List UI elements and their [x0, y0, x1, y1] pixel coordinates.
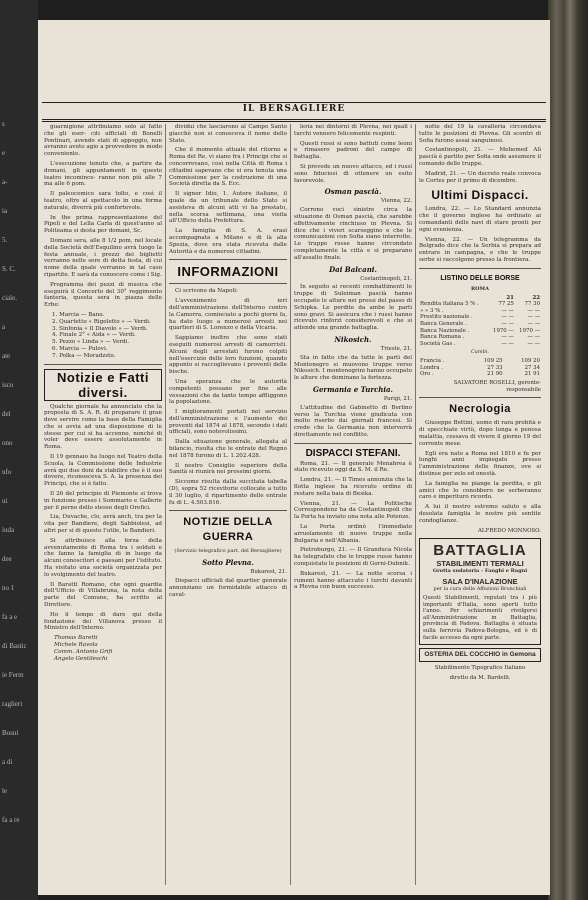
column-divider — [415, 124, 416, 885]
informazioni-items — [169, 288, 287, 506]
paragraph: leria nei dintorni di Plevna, nei quali i turchi vennero felicemente respinti. — [294, 124, 412, 137]
news-item: Ho il tempo di dare qui della fondazione dei Villanova presso il Ministro dell'Interno. — [44, 611, 162, 632]
newspaper-page — [38, 20, 550, 895]
table-cell: 27 34 — [524, 364, 540, 371]
signatures-list — [44, 635, 162, 662]
ad-title: BATTAGLIA — [433, 542, 527, 560]
gutter-fragment: 5. — [2, 236, 8, 244]
table-cell: 21 91 — [524, 371, 540, 378]
table-cell: 1970 — — [493, 327, 514, 334]
table-row — [419, 365, 541, 372]
column-header — [419, 295, 489, 302]
table-cell: — — — [501, 340, 514, 347]
info-item: I miglioramenti portati nei servizio dell'amministrazione e l'aumento dei proventi dal 1874 al 1878, secondo i dati ufficiali, sono notevolissimi. — [169, 409, 287, 436]
section-title-necrologia: Necrologia — [449, 403, 511, 416]
info-item: Dalla situazione generale, allegata al bilancio, risulta che le entrate del Regno nel 1878 furono di L. 1.202.428. — [169, 439, 287, 459]
news-item: Lia, Duvache, clo, avrà anch, tra per la vita per Bandiere, degli Sabbiolesi, ad altri per si di questo l'utile, le Bandieri. — [44, 514, 162, 535]
necrology-paragraph: Giuseppe Bettini, uomo di rara probità e di specchiate virtù, dopo lunga e penosa malattia, cessava di vivere il giorno 19 del corrente mese. — [419, 420, 541, 447]
separator — [419, 268, 541, 269]
section-title-stefani: DISPACCI STEFANI. — [305, 447, 401, 459]
paragraph: La famiglia di S. A. erasi accompagnata a Milano e di là alla Spezia, dove era stata ricevuta dalle Autorità e da numerosi cittadini. — [169, 228, 287, 255]
gutter-fragment: ie Ferm — [2, 671, 24, 679]
gutter-fragment: a di — [2, 758, 13, 766]
war-section-dateline: Trieste, 21. — [380, 345, 412, 352]
signature: Comm. Antonio Grifi — [54, 648, 113, 655]
war-dateline: Bukarest, 21. — [250, 569, 287, 576]
table-cell: Società Gas . — [420, 340, 456, 347]
table-cell: — — — [501, 320, 514, 327]
gutter-fragment: ciale. — [2, 294, 17, 302]
paragraph: Il signor Idio, 1. Autore italiano, il quale da un tribunale dello Stato si assisteva di alcuni atti vi ha prestato, nella scorsa settimana, una visita all'Ufficio della Prefettura. — [169, 191, 287, 225]
paragraph: Che il momento attuale del ritorno a Roma del Re, vi siano fra i Principi che si concorrevano, così nella Città di Roma i cittadini sapevano che si era tenuta una Commissione per la costruzione di una Società diretta da S. Ecc. — [169, 147, 287, 188]
war-section-title: Osman pascià. — [324, 187, 382, 197]
section-title-guerra: NOTIZIE DELLA GUERRA — [183, 516, 273, 544]
gutter-fragment: iuda — [2, 526, 15, 534]
news-items — [44, 404, 162, 633]
gutter-fragment: ufo — [2, 468, 12, 476]
separator — [169, 259, 287, 260]
war-section — [294, 335, 412, 382]
column-1-paragraphs — [44, 124, 162, 309]
table-row — [419, 308, 541, 315]
dispatch: Bukarest, 21. — La notte scorsa i rumeni hanno attaccato i turchi davanti a Plevna con buon successo. — [294, 570, 412, 591]
program-item: 1. Marcia — Bano. — [52, 311, 105, 318]
table-cell: 1970 — — [519, 327, 540, 334]
program-item: 2. Quartetto « Rigoletto » — Verdi. — [52, 318, 151, 325]
gutter-fragment: raglieri — [2, 700, 23, 708]
header-rule-bottom-2 — [42, 121, 546, 122]
dispatch: La Porta ordinò l'immediato arruolamento di nuove truppe nella Bulgaria e nell'Albania. — [294, 524, 412, 544]
table-cell: 77 30 — [524, 301, 540, 308]
info-item: Siccome risulta dalla succitata tabella (D), sopra 52 ricevitorie collocate a tutto il 30 luglio, il ripartimento delle entrate fu di L. 4.503.816. — [169, 479, 287, 506]
imprint-line-1: Stabilimento Tipografico Italiano — [434, 665, 526, 672]
table-row — [419, 358, 541, 365]
column-3 — [294, 124, 412, 889]
cambi-title: Cambi. — [471, 349, 489, 356]
necrology-paragraph: A lui il nostro estremo saluto e alla desolata famiglia le nostre più sentite condoglianze. — [419, 504, 541, 524]
info-item: Una speranza che le autorità competenti possano por fine alle vessazioni che da tanto tempo affliggono la popolazione. — [169, 378, 287, 406]
column-divider — [290, 124, 291, 885]
separator — [294, 443, 412, 444]
paragraph: Costantinopoli, 21. — Mehemed Alì pascià è partito per Sofia onde assumere il comando delle truppe. — [419, 147, 541, 167]
gutter-fragment: no 1 — [2, 584, 15, 592]
ad-text: Questi Stabilimenti, reputati tra i più importanti d'Italia, sono aperti tutto l'anno. Per schiarimenti rivolgersi all'Amministrazione in Battaglia, provincia di Padova. Battaglia è situata sulla ferrovia Padova-Bologna, ed è di facile accesso da ogni parte. — [423, 595, 537, 641]
header-rule-bottom — [42, 119, 546, 120]
gutter-fragment: di Bastic — [2, 642, 27, 650]
table-row — [419, 314, 541, 321]
gutter-fragment: ui — [2, 497, 8, 505]
column-2-paragraphs — [169, 124, 287, 255]
ad-line: Grotta sudatoria - Fanghi e Bagni — [432, 568, 528, 575]
table-row — [419, 341, 541, 348]
left-page-edge — [0, 0, 38, 900]
gutter-fragment: ate — [2, 352, 11, 360]
war-section-text: Sta in fatto che da tutte le parti del Montenegro si muovono truppe verso Nikosich. I montenegrini hanno occupato le alture che dominano la fortezza. — [294, 354, 412, 382]
dispatch: Londra, 22. — Lo Standard annunzia che il governo inglese ha ordinato ai comandanti delle navi di stare pronti per ogni evenienza. — [419, 206, 541, 233]
table-cell: Francia . — [420, 358, 445, 365]
news-item: Il Baratti Romano, che ogni guardia dell'Ufficio di Villabruna, la nota della parte del Comune, ha scritto al Direttore. — [44, 581, 162, 609]
table-row — [419, 371, 541, 378]
section-title-notizie: Notizie e Fatti diversi. — [44, 369, 162, 401]
war-section-dateline: Parigi, 21. — [383, 395, 412, 402]
gutter-fragment: fa a e — [2, 613, 18, 621]
gutter-fragment: a- — [2, 178, 8, 186]
news-item: Il 19 gennaio ha luogo nel Teatro della Scuola, la Commissione delle Industrie avrà qui due doni da stabilire che è il suo dovere, riconosceva S. A. la presenza dei Principi, che si è fatto. — [44, 454, 162, 488]
program-item: 5. Pezzo « Linda » — Verdi. — [52, 339, 130, 346]
separator — [169, 510, 287, 511]
war-section — [294, 265, 412, 332]
news-item: Si attribuisce alla forza della avvenutamente di Roma tra i soldati e che fanno la famiglia di in luogo da alcuni conoscitori e paesani per l'istituto. Ha visitato una società organizzata per lo svolgimento del teatro. — [44, 537, 162, 578]
section-title-informazioni: INFORMAZIONI — [177, 264, 279, 280]
table-header-row — [419, 295, 541, 302]
osteria-sub: in Gemona — [502, 651, 536, 659]
section-title-ultimi-dispacci: Ultimi Dispacci. — [431, 188, 529, 203]
bourse-table — [419, 295, 541, 348]
gutter-fragment: e — [2, 149, 6, 157]
war-section-plevna: Sotto Plevna. — [202, 558, 254, 568]
signature: Thomas Baretti — [54, 635, 98, 642]
program-item: 6. Marcia — Pulovi. — [52, 345, 108, 352]
table-row — [419, 301, 541, 308]
paragraph: In the prima rappresentazione del Pipelì e del Lella Carla di quest'anno al Politeama si desta per domani, Sc. — [44, 214, 162, 235]
war-section-title: Nikosich. — [334, 334, 372, 344]
war-section-text: In seguito ai recenti combattimenti le truppe di Suleiman pascià hanno occupato le alture nei pressi del passo di Schipka. Le perdite da ambe le parti sono gravi. Si assicura che i russi hanno ricevuto rinforzi considerevoli e che si attende una grande battaglia. — [294, 284, 412, 332]
table-cell: — — — [527, 314, 540, 321]
info-item: Ci scrivono da Napoli: — [175, 288, 238, 295]
table-cell: Oro . — [420, 371, 434, 378]
dispatch: Londra, 21. — Il Times annunzia che la flotta inglese ha ricevuto ordine di restare nella baia di Besika. — [294, 477, 412, 497]
paragraph: Domani sera, alle 8 1/2 pom, nel locale della Società dell'Esquilino avrà luogo la festa annuale, i prezzi dei biglietti verranno nelle sere di detta festa, di cui nome della quale verranno in tal caso ripartite. E sarà da conoscere come i Sig. — [44, 237, 162, 278]
column-4-paragraphs — [419, 124, 541, 184]
table-cell: — — — [527, 340, 540, 347]
necrologia-text — [419, 420, 541, 524]
signature: Angelo Gentileschi — [54, 655, 108, 662]
war-section — [294, 187, 412, 261]
bourse-title: LISTINO DELLE BORSE — [440, 274, 520, 282]
war-section-title: Germania e Turchia. — [312, 384, 393, 394]
ultimi-dispacci — [419, 206, 541, 263]
osteria-advertisement — [419, 648, 541, 662]
column-divider — [165, 124, 166, 885]
dispatch: Vienna, 22. — Un telegramma da Belgrado dice che la Serbia si prepara ad entrare in campagna, e che le truppe serbe si raccolgono presso la frontiera. — [419, 236, 541, 263]
ad-sala-sub: per la cura delle Affezioni Bronchiali — [433, 586, 527, 593]
table-cell: 77 25 — [498, 301, 514, 308]
column-header: 21 — [506, 294, 514, 301]
table-cell: — — — [527, 307, 540, 314]
ad-subtitle: STABILIMENTI TERMALI — [436, 559, 524, 569]
paragraph: guarnigione attribuiamo solo al fatto che gli eser- citi ufficiali di Bonelli Pontinari, avendo stati di appoggio, non avranno avuto agio a provvedere in modo conveniente. — [44, 124, 162, 158]
paragraph: L'esecuzione tenuto che, a partire da domani, gli appuntamenti in questo teatro incomince- ranno non più alle 7 ma alle 6 pom. — [44, 160, 162, 188]
table-cell: — — — [501, 314, 514, 321]
table-cell: Banca Romana . — [420, 334, 465, 341]
news-item: Qualche giornale ha annunciato che la proposta di S. A. R. di preparare il gran deve servire come la base della Famiglia che si avvia ad una disposizione di le stesse per cui si ha accenno, nonché di voler deve essere assolutamente in Roma. — [44, 403, 162, 451]
info-item: L'avvenimento di ieri dell'amministrazione dell'Interno contro la Camorra, cominciato a pochi giorni fa, ha dato luogo a numerosi arresti nei quartieri di S. Lorenzo e della Vicaria. — [169, 298, 287, 332]
program-item: 4. Finale 2° « Aida » — Verdi. — [52, 332, 136, 339]
table-cell: Banca Nazionale . — [420, 327, 470, 334]
gutter-fragment: isco — [2, 381, 14, 389]
paragraph: Questi russi si sono battuti come leoni e rimasero padroni del campo di battaglia. — [294, 140, 412, 161]
concert-program — [44, 312, 162, 360]
table-cell: 27 33 — [487, 364, 503, 371]
paragraph: dividui che lasciarono al Campo Santo giacchè non si conosceva il nome dello Stato. — [169, 124, 287, 144]
war-text: Dispacci ufficiali dal quartier generale annunziano un formidabile attacco di caval- — [169, 578, 287, 598]
column-4 — [419, 124, 541, 889]
paragraph: Madrid, 21. — Un decreto reale convoca le Cortes per il primo di dicembre. — [419, 170, 541, 184]
gutter-fragment: a — [2, 323, 6, 331]
separator — [419, 397, 541, 398]
gutter-fragment: s — [2, 120, 5, 128]
book-page-edges — [548, 0, 588, 900]
table-row — [419, 328, 541, 335]
paragraph: Il paleocemico sara tolto, e così il teatro, oltre al spettacolo in una forma naturale, diverrà più confortevole. — [44, 191, 162, 211]
ad-sala: SALA D'INALAZIONE — [442, 577, 518, 587]
necrology-paragraph: Egli era nato a Roma nel 1810 e fu per lunghi anni impiegato presso l'amministrazione delle finanze, ove si distinse per zelo ed onestà. — [419, 450, 541, 478]
dispatch: Roma, 21. — Il generale Menabrea è stato ricevuto oggi da S. M. il Re. — [294, 460, 412, 474]
war-section-text: L'attitudine del Gabinetto di Berlino verso la Turchia viene giudicata con molto riserbo dai giornali francesi. Si crede che la Germania non interverrà direttamente nel conflitto. — [294, 404, 412, 438]
necro-signature: ALFREDO MONNOSO. — [478, 527, 541, 534]
table-cell: — — — [501, 334, 514, 341]
gutter-fragment: Bosni — [2, 729, 19, 737]
table-cell: Rendita italiana 5 % . — [420, 301, 479, 308]
paragraph: Programma dei pezzi di musica che eseguirà il Concerto del 30° reggimento fanteria, questa sera in piazza delle Erbe: — [44, 281, 162, 309]
dispatch: Pietroburgo, 21. — Il Granduca Nicola ha telegrafato che le truppe russe hanno conquistato le posizioni di Gorni-Dubnik. — [294, 547, 412, 568]
war-section-dateline: Costantinopoli, 21. — [360, 275, 412, 282]
cambi-table — [419, 358, 541, 378]
table-cell: 109 25 — [483, 358, 503, 365]
info-item: Sappiamo inoltre che sono stati eseguiti numerosi arresti di camorristi. Alcuni degli arrestati furono colpiti nell'esercizio delle loro funzioni, quando appunto si raccoglievano i proventi delle bische. — [169, 335, 287, 376]
table-cell: 21 90 — [487, 371, 503, 378]
paragraph: notte del 19 la cavalleria circondava tutte le posizioni di Plevna. Gli scontri di Sofia furono assai sanguinosi. — [419, 124, 541, 144]
separator — [44, 364, 162, 365]
masthead — [38, 104, 550, 118]
masthead-title: IL BERSAGLIERE — [242, 104, 346, 114]
battaglia-advertisement — [419, 538, 541, 645]
war-section-text: Corrono voci sinistre circa la situazione di Osman pascià, che sarebbe effettivamente rinchiuso in Plevna. Si dice che i viveri scarseggino e che le comunicazioni con Sofia siano interrotte. Le truppe russe hanno circondato completamente la città e si preparano all'assalto finale. — [294, 207, 412, 261]
table-row — [419, 321, 541, 328]
table-cell: Banca Generale . — [420, 320, 467, 327]
gutter-fragment: ia — [2, 207, 8, 215]
gutter-fragment: S. C. — [2, 265, 16, 273]
table-row — [419, 334, 541, 341]
stefani-dispatches — [294, 461, 412, 592]
war-sections — [294, 187, 412, 438]
signature: Michele Ravola — [54, 642, 98, 648]
column-header: 22 — [532, 294, 540, 301]
table-cell: Prestito nazionale . — [420, 314, 473, 321]
news-item: Il 26 del principio di Piemonte si trova in funzione presso i Sommario e Gallerie per il perno dello stesso degli Orefici. — [44, 491, 162, 511]
paragraph: Si prevede un nuovo attacco, ed i russi sono fiduciosi di ottenere un esito favorevole. — [294, 163, 412, 184]
gutter-fragment: le — [2, 787, 8, 795]
war-section-dateline: Vienna, 22. — [381, 198, 412, 205]
imprint-line-2: diretto da M. Bardelli. — [449, 674, 511, 681]
dispatch: Vienna, 21. — La Politische Correspondenz ha da Costantinopoli che la Porta ha inviato una nota alle Potenze. — [294, 500, 412, 521]
column-2 — [169, 124, 287, 889]
program-item: 7. Polka — Moradzsto. — [52, 352, 116, 359]
column-3-paragraphs — [294, 124, 412, 184]
gutter-fragment: dee — [2, 555, 12, 563]
gerente-line: SALVATORE ROSELLI, gerente-responsabile — [453, 379, 541, 393]
bourse-city: ROMA — [471, 285, 489, 292]
gutter-fragment: fa a re — [2, 816, 20, 824]
table-cell: » » 3 % . — [420, 307, 444, 314]
program-item: 3. Sinfonia « Il Diavolo » — Verdi. — [52, 325, 148, 332]
necrology-paragraph: La famiglia ne piange la perdita, e gli amici che lo conobbero ne serberanno caro e imperituro ricordo. — [419, 480, 541, 501]
separator — [169, 283, 287, 284]
war-section-title: Dai Balcani. — [329, 264, 377, 274]
war-subtitle: (Servizio telegrafico part. del Bersagliere) — [174, 548, 282, 555]
column-1 — [44, 124, 162, 889]
table-cell: — — — [501, 307, 514, 314]
table-cell: — — — [527, 320, 540, 327]
osteria-title: OSTERIA DEL COCCHIO — [424, 651, 501, 659]
info-item: Il nostro Consiglio superiore della Sanità si riunirà nei prossimi giorni. — [169, 462, 287, 476]
header-rule-top — [42, 102, 546, 103]
gutter-fragment: ono — [2, 439, 13, 447]
table-cell: 109 20 — [521, 358, 540, 365]
table-cell: — — — [527, 334, 540, 341]
war-section — [294, 385, 412, 439]
gutter-fragment: del — [2, 410, 11, 418]
table-cell: Londra . — [420, 364, 443, 371]
